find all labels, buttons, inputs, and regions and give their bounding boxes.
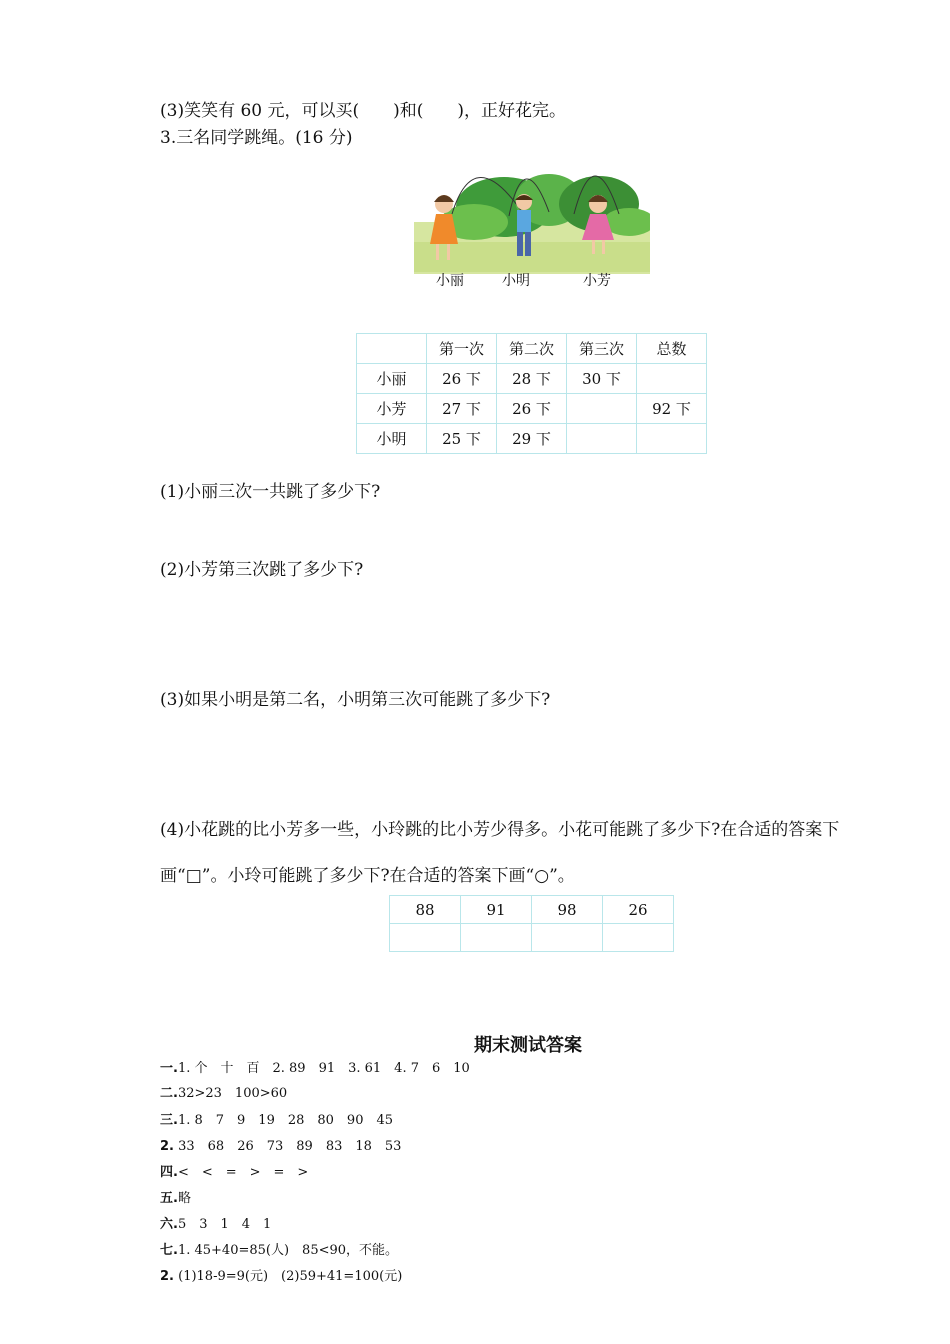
table-row	[390, 924, 674, 952]
table-cell: 25 下	[427, 424, 497, 454]
table-header-cell: 第三次	[567, 334, 637, 364]
table-header-cell: 总数	[637, 334, 707, 364]
answer-label: 2.	[160, 1269, 174, 1284]
table-cell	[637, 424, 707, 454]
jump-rope-table	[356, 333, 707, 454]
question-2-3: (3)笑笑有 60 元，可以买( )和( )，正好花完。	[160, 101, 567, 121]
question-3-1: (1)小丽三次一共跳了多少下?	[160, 482, 381, 502]
answer-line	[160, 1138, 401, 1156]
table-cell: 98	[532, 896, 603, 924]
answer-label: 五.	[160, 1191, 178, 1206]
answer-label: 一.	[160, 1061, 178, 1076]
answer-line	[160, 1242, 398, 1260]
table-cell: 26 下	[497, 394, 567, 424]
answer-line	[160, 1085, 287, 1103]
answer-label: 四.	[160, 1165, 178, 1180]
answer-label: 三.	[160, 1113, 178, 1128]
table-cell	[567, 394, 637, 424]
answer-label: 2.	[160, 1139, 174, 1154]
answer-line	[160, 1216, 271, 1234]
table-cell: 88	[390, 896, 461, 924]
table-cell	[567, 424, 637, 454]
answer-text: 32>23 100>60	[177, 1086, 288, 1101]
table-header-row	[357, 334, 707, 364]
answer-line	[160, 1164, 308, 1182]
question-3-3: (3)如果小明是第二名，小明第三次可能跳了多少下?	[160, 690, 551, 710]
table-cell: 28 下	[497, 364, 567, 394]
answer-line	[160, 1190, 191, 1208]
table-row	[357, 394, 707, 424]
answer-text: 1. 8 7 9 19 28 80 90 45	[177, 1113, 394, 1128]
table-header-cell	[357, 334, 427, 364]
answer-choice-table	[389, 895, 674, 952]
answer-text: 33 68 26 73 89 83 18 53	[173, 1139, 402, 1154]
table-row	[357, 364, 707, 394]
answer-text: (1)18-9=9(元) (2)59+41=100(元)	[173, 1269, 403, 1284]
table-cell: 小明	[357, 424, 427, 454]
answer-text: 1. 个 十 百 2. 89 91 3. 61 4. 7 6 10	[177, 1061, 470, 1076]
child-name-2: 小明	[502, 273, 530, 289]
table-header-cell: 第一次	[427, 334, 497, 364]
answer-line	[160, 1112, 393, 1130]
question-3-4-line2: 画“□”。小玲可能跳了多少下?在合适的答案下画“○”。	[160, 866, 575, 886]
answer-text: 略	[177, 1191, 191, 1206]
answer-mark-cell[interactable]	[532, 924, 603, 952]
table-cell: 30 下	[567, 364, 637, 394]
table-cell: 26 下	[427, 364, 497, 394]
answer-line	[160, 1268, 402, 1286]
answer-label: 二.	[160, 1086, 178, 1101]
answer-label: 七.	[160, 1243, 178, 1258]
answer-line	[160, 1060, 470, 1078]
jump-rope-illustration	[414, 152, 650, 274]
answer-mark-cell[interactable]	[603, 924, 674, 952]
question-3-title: 3.三名同学跳绳。(16 分)	[160, 128, 353, 148]
table-row	[390, 896, 674, 924]
child-name-1: 小丽	[436, 273, 464, 289]
answer-text: 5 3 1 4 1	[177, 1217, 272, 1232]
question-3-2: (2)小芳第三次跳了多少下?	[160, 560, 364, 580]
table-cell	[637, 364, 707, 394]
table-cell: 92 下	[637, 394, 707, 424]
answer-mark-cell[interactable]	[461, 924, 532, 952]
table-cell: 小芳	[357, 394, 427, 424]
answer-label: 六.	[160, 1217, 178, 1232]
child-name-3: 小芳	[583, 273, 611, 289]
table-cell: 27 下	[427, 394, 497, 424]
table-cell: 91	[461, 896, 532, 924]
answers-title: 期末测试答案	[474, 1035, 582, 1056]
question-3-4-line1: (4)小花跳的比小芳多一些，小玲跳的比小芳少得多。小花可能跳了多少下?在合适的答案下	[160, 820, 840, 840]
table-cell: 29 下	[497, 424, 567, 454]
table-cell: 26	[603, 896, 674, 924]
table-header-cell: 第二次	[497, 334, 567, 364]
answer-mark-cell[interactable]	[390, 924, 461, 952]
answer-text: 1. 45+40=85(人) 85<90，不能。	[177, 1243, 399, 1258]
table-cell: 小丽	[357, 364, 427, 394]
table-row	[357, 424, 707, 454]
answer-text: < < = > = >	[177, 1165, 309, 1180]
